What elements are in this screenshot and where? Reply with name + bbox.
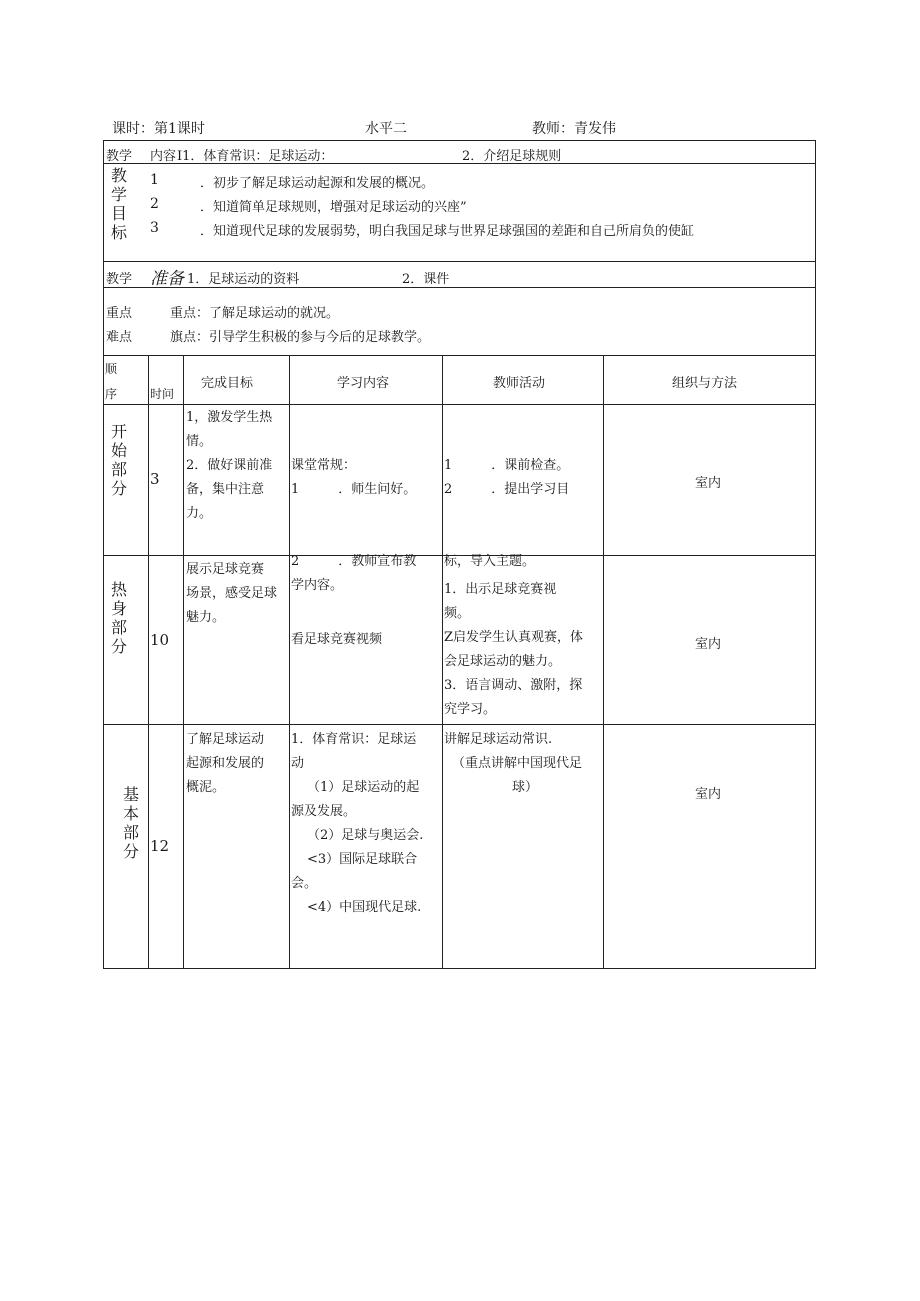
content-item-2: 2．介绍足球规则: [462, 149, 562, 164]
header-content: 学习内容: [337, 376, 390, 391]
part-label: 热 身 部 分: [110, 580, 127, 656]
header-teacher-activity: 教师活动: [493, 376, 546, 391]
difficult-point-label: 难点: [106, 330, 133, 345]
teacher-cell: 讲解足球运动常识. （重点讲解中国现代足 球）: [444, 732, 583, 795]
content-label: 教学: [106, 149, 133, 164]
goal-cell: 展示足球竞赛 场景，感受足球 魅力。: [186, 562, 278, 625]
content-label-2: 内容: [150, 149, 177, 164]
teacher-cell: 1 ．课前检查。 2 ．提出学习目 标，导入主题。: [444, 458, 570, 569]
part-label: 开 始 部 分: [110, 422, 127, 498]
org-cell: 室内: [695, 787, 722, 802]
prep-item-2: 2．课件: [402, 272, 450, 287]
part-label: 基 本 部 分: [122, 785, 139, 861]
goal-cell: 1，激发学生热 情。 2．做好课前准 备，集中注意 力。: [186, 410, 273, 521]
level-label: 水平二: [365, 121, 407, 137]
org-cell: 室内: [695, 476, 722, 491]
time-cell: 10: [150, 631, 170, 649]
prep-label-2: 准备: [150, 269, 184, 289]
goal-cell: 了解足球运动 起源和发展的 概泥。: [186, 732, 265, 795]
key-point-label: 重点: [106, 306, 133, 321]
content-cell: 看足球竞赛视频: [291, 632, 383, 647]
objectives-label: 教 学 目 标: [110, 166, 127, 242]
prep-item-1: 1．足球运动的资料: [187, 272, 300, 287]
key-point-text: 重点：了解足球运动的就况。: [170, 306, 340, 321]
header-time: 时问: [150, 387, 175, 401]
content-item-1: I1．体育常识：足球运动：: [177, 149, 334, 164]
lesson-number: 课时：第1课时: [112, 121, 205, 137]
time-cell: 3: [150, 470, 160, 488]
difficult-point-text: 旗点：引导学生积极的参与今后的足球教学。: [170, 330, 431, 345]
header-organization: 组织与方法: [672, 376, 738, 391]
teacher-cell: 1．出示足球竞赛视 频。 Z启发学生认真观赛，体 会足球运动的魅力。 3．语言调动、激附，探 究学习。: [444, 582, 584, 717]
header-goal: 完成目标: [201, 376, 254, 391]
content-cell: 课堂常规： 1 ．师生问好。 2 ．教师宣布教 学内容。: [291, 458, 417, 593]
org-cell: 室内: [695, 637, 722, 652]
time-cell: 12: [150, 837, 170, 855]
prep-label: 教学: [106, 272, 133, 287]
teacher-name: 教师：青发伟: [532, 121, 616, 137]
content-cell: 1．体育常识：足球运 动 （1）足球运动的起 源及发展。 （2）足球与奥运会. <3）国际足球联合 会。 <4）中国现代足球.: [291, 732, 424, 915]
